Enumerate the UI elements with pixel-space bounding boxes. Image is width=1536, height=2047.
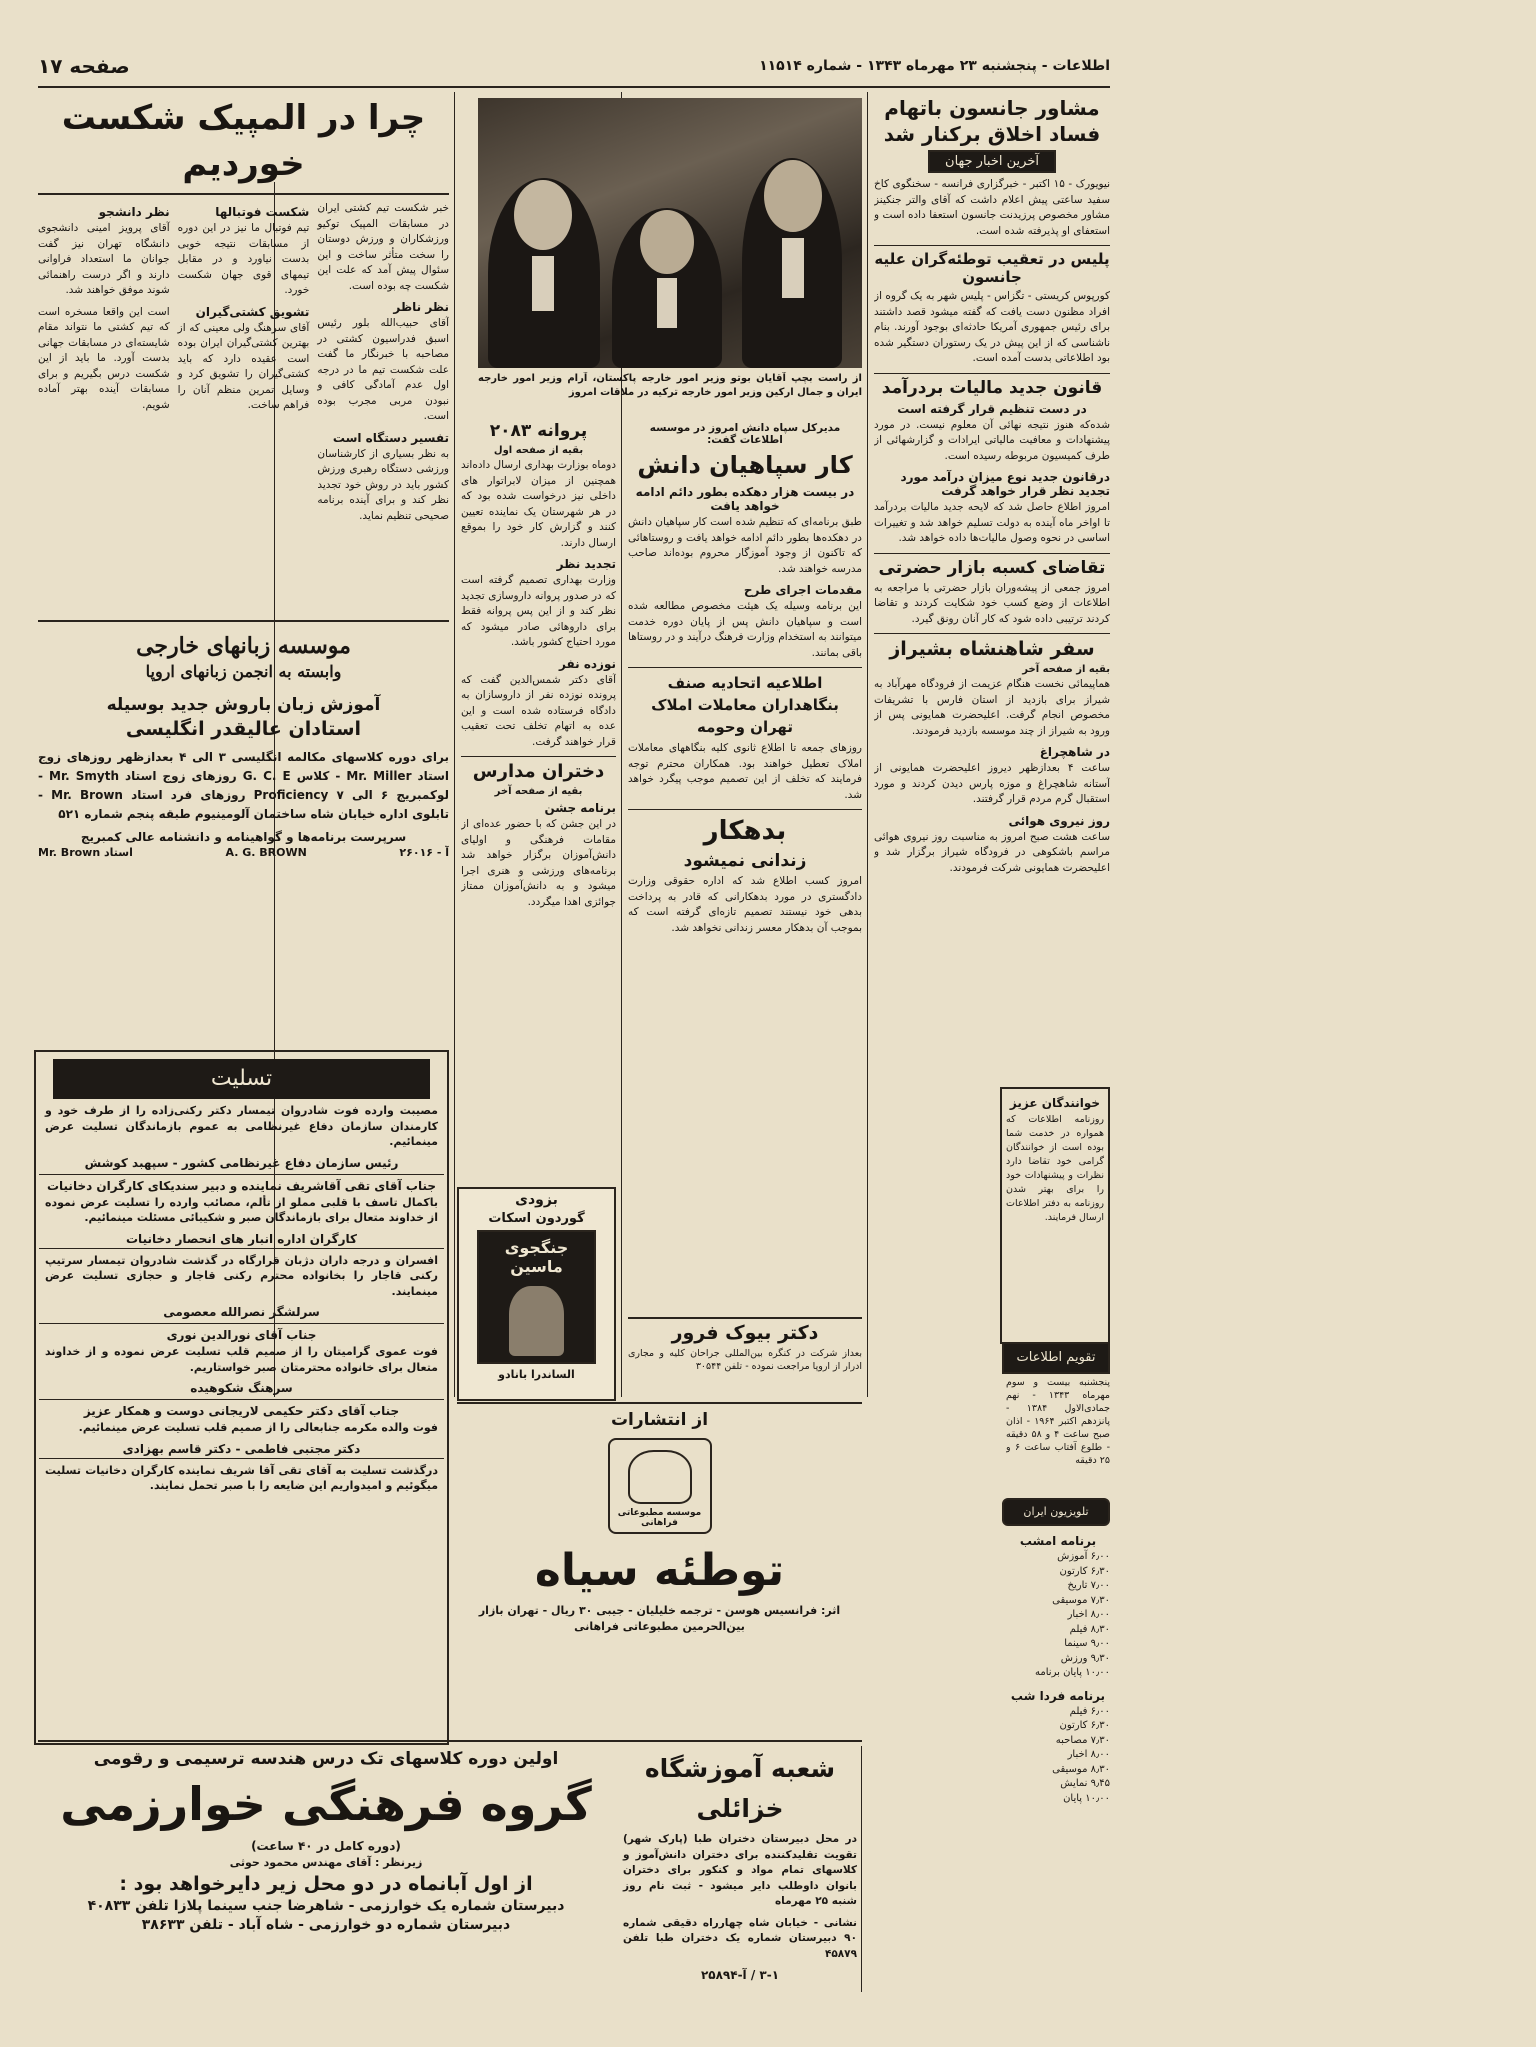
readers-box bbox=[1000, 1087, 1110, 1344]
tv-program-item: ۷٫۳۰ موسیقی bbox=[1052, 1594, 1110, 1606]
story-olympics: خبر شکست تیم کشتی ایران در مسابقات المپیک توکیو ورزشکاران و ورزش دوستان را سخت متأثر ساخت و این سئوال پیش آمد که علت این شکست چه بوده است. bbox=[317, 202, 449, 292]
tv-program-item: ۶٫۳۰ کارتون bbox=[1059, 1565, 1110, 1577]
condolence-6: درگذشت تسلیت به آقای تقی آقا شریف نماینده کارگران دخانیات تسلیت میگوئیم و امیدواریم این ضایعه را با صبر تحمل نمایند. bbox=[39, 1458, 444, 1494]
story-literacy-corps: طبق برنامه‌ای که تنظیم شده است کار سپاهیان دانش در دهکده‌ها بطور دائم ادامه خواهد یافت و روستاهائی که تاکنون از وجود آموزگار محروم بوده‌اند صاحب مدرسه خواهند شد. bbox=[628, 516, 862, 575]
tv-program-item: ۹٫۰۰ سینما bbox=[1064, 1638, 1110, 1649]
khazaeli-address: نشانی - خیابان شاه چهارراه دقیقی شماره ۹۰ دبیرستان شماره یک دختران طبا تلفن ۴۵۸۷۹ bbox=[623, 1916, 857, 1960]
tv-program-item: ۶٫۰۰ آموزش bbox=[1057, 1551, 1110, 1562]
story-olympics-end: است این واقعا مسخره است که تیم کشتی ما نتواند مقام شایسته‌ای در مسابقات جهانی بدست آورد. ما باید از این شکست درس بگیریم و برای مسابقات آینده بهتر آماده شویم. bbox=[38, 305, 170, 411]
headline-debtor: بدهکار bbox=[628, 809, 862, 848]
tv-program-item: ۹٫۳۰ ورزش bbox=[1060, 1652, 1110, 1664]
kharazmi-start: از اول آبانماه در دو محل زیر دایرخواهد بود : bbox=[119, 1873, 533, 1895]
publisher-logo bbox=[608, 1438, 712, 1534]
story-income-tax: شده‌که هنوز نتیجه نهائی آن معلوم نیست. در مورد پیشنهادات و معافیت مالیاتی ایرادات و گزارشهائی از طرف کمیسیون مربوطه رسیده است. bbox=[874, 418, 1110, 462]
khazaeli-body: در محل دبیرستان دختران طبا (پارک شهر) تقویت تقلیدکننده برای دختران دانش‌آموز و کلاسهای تمام مواد و کنکور برای دختران بانوان داوطلب دایر میشود - ثبت نام روز شنبه ۲۵ مهرماه bbox=[623, 1833, 857, 1907]
comic-hero: الساندرا بانادو bbox=[498, 1368, 575, 1381]
calendar-text: پنجشنبه بیست و سوم مهرماه ۱۳۴۳ - نهم جمادی‌الاول ۱۳۸۴ - پانزدهم اکتبر ۱۹۶۴ - اذان صبح ساعت ۴ و ۵۸ دقیقه - طلوع آفتاب ساعت ۶ و ۲۵ دقیقه bbox=[1006, 1377, 1110, 1466]
subhead-air-force: روز نیروی هوائی bbox=[1008, 813, 1110, 828]
comic-title: جنگجوی ماسین bbox=[504, 1238, 569, 1276]
headline-realtors: اطلاعیه اتحادیه صنف بنگاهداران معاملات املاک تهران وحومه bbox=[628, 667, 862, 738]
tv-program-item: ۱۰٫۰۰ پایان bbox=[1063, 1792, 1110, 1804]
subhead-observer: نظر ناظر bbox=[393, 300, 449, 314]
readers-text: روزنامه اطلاعات که همواره در خدمت شما بوده است از خوانندگان گرامی خود تقاضا دارد نظرات و پیشنهادات خود را برای بهتر شدن روزنامه به دفتر اطلاعات ارسال فرمایند. bbox=[1006, 1114, 1104, 1223]
column-second bbox=[628, 418, 862, 1418]
doctor-text: بعداز شرکت در کنگره بین‌المللی جراحان کلیه و مجاری ادرار از اروپا مراجعت نموده - تلفن ۳۰۵۴۴ bbox=[628, 1348, 862, 1372]
headline-johnson-adviser: مشاور جانسون باتهام فساد اخلاق برکنار شد bbox=[883, 96, 1101, 146]
story-tax-review: امروز اطلاع حاصل شد که لایحه جدید مالیات بردرآمد تا اواخر ماه آینده به دولت تسلیم خواهد شد و تغییرات اساسی در نحوه وصول مالیات‌ها داده خواهد شد. bbox=[874, 501, 1110, 544]
story-interpretation: به نظر بسیاری از کارشناسان ورزشی دستگاه رهبری ورزش کشور باید در روش خود تجدید نظر کند و برای آینده برنامه صحیحی تنظیم نماید. bbox=[317, 447, 449, 522]
publisher-logo-text: موسسه مطبوعاتی فراهانی bbox=[617, 1508, 702, 1528]
condolence-1: مصیبت وارده فوت شادروان تیمسار دکتر رکنی‌زاده را از طرف خود و کارمندان سازمان دفاع غیرنظامی به عموم بازماندگان تسلیت عرض مینمائیم. bbox=[45, 1104, 438, 1148]
story-encourage: آقای سرهنگ ولی معینی که از بهترین کشتی‌گیران ایران بوده است عقیده دارد که باید کشتی‌گیران را تشویق کرد و وسایل تمرین منظم آنان را فراهم ساخت. bbox=[177, 321, 310, 411]
tv-program-item: ۸٫۳۰ موسیقی bbox=[1052, 1763, 1110, 1775]
story-review: وزارت بهداری تصمیم گرفته است که در صدور پروانه داروسازی تجدید نظر کند و از این پس پروانه فقط برای داروهائی صادر میشود که مورد احتیاج کشور باشد. bbox=[461, 574, 616, 648]
headline-license: پروانه ۲۰۸۳ bbox=[489, 421, 588, 441]
story-air-force: ساعت هشت صبح امروز به مناسبت روز نیروی هوائی مراسم باشکوهی در فرودگاه شیراز برگزار شد و اعلیحضرت همایونی شرکت فرمودند. bbox=[874, 830, 1110, 874]
subhead-shahcheragh: در شاهچراغ bbox=[1039, 745, 1110, 759]
language-school-name: موسسه زبانهای خارجی bbox=[136, 633, 351, 659]
tv-program-item: ۷٫۳۰ مصاحبه bbox=[1055, 1734, 1110, 1746]
story-police: کورپوس کریستی - تگزاس - پلیس شهر به یک گروه از افراد مظنون دست یافت که گفته میشود قصد داشتند برای رئیس جمهوری آمریکا حادثه‌ای بوجود آورند. بنام ناشناسی که از این پیش در یک رستوران دستگیر شده بود اطلاعاتی بدست آمده است. bbox=[874, 290, 1110, 364]
condolence-4-head: جناب آقای نورالدین نوری bbox=[39, 1323, 444, 1342]
kharazmi-duration: (دوره کامل در ۴۰ ساعت) bbox=[251, 1839, 401, 1853]
language-school-name-latin: A. G. BROWN bbox=[225, 846, 307, 859]
comic-publisher: گوردون اسکات bbox=[488, 1211, 585, 1226]
subhead-nineteen: نوزده نفر bbox=[559, 656, 616, 671]
kharazmi-top: اولین دوره کلاسهای تک درس هندسه ترسیمی و رقومی bbox=[93, 1749, 559, 1769]
headline-bazaar: تقاضای کسبه بازار حضرتی bbox=[874, 553, 1110, 578]
subhead-tax-review: درقانون جدید نوع میزان درآمد مورد تجدید نظر قرار خواهد گرفت bbox=[900, 470, 1110, 498]
tv-tonight-list bbox=[1006, 1550, 1110, 1681]
condolence-4: فوت عموی گرامیتان را از صمیم قلب تسلیت عرض نموده و از خداوند متعال برای خانواده محترمتان صبر خواستاریم. bbox=[45, 1345, 438, 1374]
condolences-box bbox=[34, 1050, 449, 1745]
tv-program-item: ۸٫۰۰ اخبار bbox=[1067, 1749, 1110, 1760]
language-school-title2: استادان عالیقدر انگلیسی bbox=[125, 718, 362, 740]
headline-income-tax: قانون جدید مالیات بردرآمد bbox=[874, 373, 1110, 398]
story-football: تیم فوتبال ما نیز در این دوره از مسابقات نتیجه خوبی بدست نیاورد و در مقابل تیمهای قوی جهان شکست خورد. bbox=[177, 222, 310, 296]
publisher-title: از انتشارات bbox=[610, 1410, 709, 1430]
subhead-license: بقیه از صفحه اول bbox=[493, 445, 584, 456]
book-details: اثر: فرانسیس هوسن - ترجمه خلیلیان - جیبی ۳۰ ریال - تهران بازار بین‌الحرمین مطبوعاتی فراهانی bbox=[478, 1604, 841, 1633]
masthead bbox=[38, 52, 1110, 88]
comic-soon: بزودی bbox=[515, 1192, 558, 1208]
condolence-2: باکمال تاسف با قلبی مملو از تألم، مصائب وارده را تسلیت عرض نموده از خداوند متعال برای بازماندگان صبر و شکیبائی مسئلت مینمائیم. bbox=[45, 1195, 438, 1224]
subhead-review: تجدید نظر bbox=[556, 557, 616, 571]
photo-caption: از راست بچپ آقایان بوتو وزیر امور خارجه پاکستان، آرام وزیر امور خارجه ایران و جمال ارکین وزیر امور خارجه ترکیه در ملاقات امروز bbox=[478, 373, 862, 398]
readers-title: خوانندگان عزیز bbox=[1009, 1096, 1101, 1110]
language-school-ad bbox=[38, 620, 449, 1050]
khazaeli-code: ۳-۱ / آ-۲۵۸۹۴ bbox=[700, 1968, 780, 1982]
deck-literacy-corps: در بیست هزار دهکده بطور دائم ادامه خواهد یافت bbox=[635, 485, 855, 513]
condolences-title: تسلیت bbox=[53, 1059, 430, 1099]
newspaper-page bbox=[38, 52, 1110, 1992]
khazaeli-title: شعبه آموزشگاه خزائلی bbox=[644, 1754, 836, 1823]
condolence-3-sign: سرلشگر نصرالله معصومی bbox=[163, 1305, 320, 1319]
kicker-literacy-corps: مدیرکل سپاه دانش امروز در موسسه اطلاعات گفت: bbox=[649, 422, 841, 446]
doctor-name: دکتر بیوک فرور bbox=[671, 1322, 819, 1344]
doctor-ad bbox=[628, 1317, 862, 1394]
headline-school-girls: دختران مدارس bbox=[461, 756, 616, 782]
subhead-football: شکست فوتبالها bbox=[215, 205, 310, 219]
kharazmi-branch-2: دبیرستان شماره دو خوارزمی - شاه آباد - تلفن ۳۸۶۳۳ bbox=[141, 1917, 511, 1933]
story-johnson-adviser: نیویورک - ۱۵ اکتبر - خبرگزاری فرانسه - سخنگوی کاخ سفید ساعتی پیش اعلام داشت که آقای والتر جنکینز مشاور مخصوص پرزیدنت جانسون استعفا داده است و استعفای او پذیرفته شده است. bbox=[874, 178, 1110, 237]
condolence-1-sign: رئیس سازمان دفاع غیرنظامی کشور - سپهبد کوشش bbox=[84, 1155, 399, 1170]
tv-tonight-title: برنامه امشب bbox=[1019, 1534, 1097, 1548]
subhead-school-girls: بقیه از صفحه آخر bbox=[494, 786, 583, 797]
story-plan: این برنامه وسیله یک هیئت مخصوص مطالعه شده است و سپاهیان دانش پس از پایان دوره خدمت میتوانند به استخدام وزارت فرهنگ درآیند و در روستاها باقی بمانند. bbox=[628, 600, 862, 659]
foreign-ministers-photo bbox=[478, 98, 862, 368]
story-bazaar: امروز جمعی از پیشه‌وران بازار حضرتی با مراجعه به اطلاعات از وضع کسب خود شکایت کردند و تقاضا کردند ترتیبی داده شود که کار آنان رونق گیرد. bbox=[874, 581, 1110, 625]
language-school-phone: آ - ۲۶۰۱۶ bbox=[399, 846, 449, 859]
story-debtor: امروز کسب اطلاع شد که اداره حقوقی وزارت دادگستری در مورد بدهکارانی که قادر به پرداخت بدهی خود نیستند تصمیم تازه‌ای گرفته است که بموجب آن بدهکار معسر زندانی نخواهد شد. bbox=[628, 875, 862, 934]
subhead-income-tax: در دست تنظیم قرار گرفته است bbox=[897, 401, 1087, 416]
headline-shah-shiraz: سفر شاهنشاه بشیراز bbox=[874, 633, 1110, 660]
tv-program-item: ۱۰٫۰۰ پایان برنامه bbox=[1035, 1667, 1110, 1678]
calendar-box: تقویم اطلاعات bbox=[1002, 1342, 1110, 1374]
story-nineteen: آقای دکتر شمس‌الدین گفت که پرونده نوزده نفر از داروسازان به دادگاه فرستاده شده است و این عده به اتهام تخلف تحت تعقیب قرار خواهند گرفت. bbox=[461, 673, 616, 748]
subhead-interpretation: تفسیر دستگاه است bbox=[332, 430, 449, 445]
masthead-page-number: صفحه ۱۷ bbox=[38, 54, 130, 78]
khazaeli-school-ad bbox=[619, 1746, 862, 1992]
kharazmi-ad bbox=[38, 1746, 614, 1992]
lion-emblem-icon bbox=[628, 1450, 692, 1504]
book-title: توطئه سیاه bbox=[534, 1545, 785, 1596]
tv-tomorrow-title: برنامه فردا شب bbox=[1010, 1688, 1106, 1703]
column-left bbox=[38, 92, 449, 612]
story-observer: آقای حبیب‌الله بلور رئیس اسبق فدراسیون کشتی در مصاحبه با خبرنگار ما گفت علت شکست تیم ما در درجه اول عدم آمادگی کافی و نبودن مربی مجرب بوده است. bbox=[317, 317, 449, 422]
subhead-celebration: برنامه جشن bbox=[544, 801, 616, 815]
tv-logo: تلویزیون ایران bbox=[1002, 1498, 1110, 1526]
tv-program-item: ۷٫۰۰ تاریخ bbox=[1067, 1580, 1110, 1591]
subhead-encourage: تشویق کشتی‌گیران bbox=[195, 304, 310, 319]
headline-olympics: چرا در المپیک شکست خوردیم bbox=[38, 95, 449, 195]
headline-police: پلیس در تعقیب توطئه‌گران علیه جانسون bbox=[874, 245, 1110, 286]
story-shah-shiraz: هماپیمائی نخست هنگام عزیمت از فرودگاه مهرآباد به شیراز برای بازدید از استان فارس با تشریفات مخصوص انجام گرفت. اعلیحضرت همایونی پس از ورود به شیراز از چند موسسه بازدید فرمودند. bbox=[874, 678, 1110, 737]
condolence-3: افسران و درجه داران دژبان قرارگاه در گذشت شادروان تیمسار سرتیپ رکنی قاجار را بخانواده محترم رکنی قاجار و حجازی تسلیت عرض مینمایند. bbox=[39, 1248, 444, 1300]
subhead-student: نظر دانشجو bbox=[98, 205, 170, 219]
story-realtors: روزهای جمعه تا اطلاع ثانوی کلیه بنگاههای معاملات املاک تعطیل خواهند بود. همکاران محترم توجه فرمایند که تخلف از این تصمیم موجب پیگرد خواهد شد. bbox=[628, 742, 862, 801]
language-school-title: آموزش زبان باروش جدید بوسیله bbox=[106, 695, 381, 715]
subhead-debtor: زندانی نمیشود bbox=[683, 851, 807, 871]
tv-tomorrow-list bbox=[1006, 1705, 1110, 1807]
publisher-ad bbox=[457, 1402, 862, 1704]
condolence-5-sign: دکتر مجتبی فاطمی - دکتر قاسم بهزادی bbox=[122, 1441, 361, 1456]
subhead-shah-shiraz: بقیه از صفحه آخر bbox=[1022, 664, 1110, 675]
tv-program-item: ۶٫۳۰ کارتون bbox=[1059, 1720, 1110, 1731]
condolence-5: فوت والده مکرمه جنابعالی را از صمیم قلب تسلیت عرض مینمائیم. bbox=[78, 1421, 438, 1434]
comic-cover bbox=[477, 1230, 596, 1364]
tv-schedule bbox=[1006, 1530, 1110, 1910]
language-school-sign: سرپرست برنامه‌ها و گواهینامه و دانشنامه عالی کمبریج bbox=[80, 830, 407, 844]
headline-literacy-corps: کار سپاهیان دانش bbox=[637, 451, 853, 479]
kharazmi-title: گروه فرهنگی خوارزمی bbox=[60, 1777, 592, 1831]
tv-program-item: ۶٫۰۰ فیلم bbox=[1069, 1705, 1110, 1717]
condolence-4-sign: سرهنگ شکوهیده bbox=[190, 1381, 293, 1395]
condolence-5-head: جناب آقای دکتر حکیمی لاریجانی دوست و همکار عزیز bbox=[39, 1399, 444, 1418]
comic-ad bbox=[457, 1187, 616, 1401]
story-student: آقای پرویز امینی دانشجوی دانشگاه تهران نیز گفت جوانان ما استعداد فراوانی دارند و اگر درست راهنمائی شوند موفق خواهند شد. bbox=[38, 222, 170, 296]
story-celebration: در این جشن که با حضور عده‌ای از مقامات فرهنگی و اولیای دانش‌آموزان برگزار خواهد شد برنامه‌های ورزشی و هنری اجرا میشود و به دانش‌آموزان ممتاز جوائزی اهدا میگردد. bbox=[461, 818, 616, 908]
kharazmi-supervisor: زیرنظر : آقای مهندس محمود حوثی bbox=[229, 1856, 423, 1869]
world-news-badge: آخرین اخبار جهان bbox=[928, 150, 1056, 173]
kharazmi-branch-1: دبیرستان شماره یک خوارزمی - شاهرضا جنب سینما پلازا تلفن ۴۰۸۳۳ bbox=[87, 1898, 565, 1914]
comic-figure bbox=[509, 1286, 564, 1356]
tv-program-item: ۸٫۳۰ فیلم bbox=[1069, 1623, 1110, 1635]
masthead-issue: اطلاعات - پنجشنبه ۲۳ مهرماه ۱۳۴۳ - شماره ۱۱۵۱۴ bbox=[759, 58, 1110, 74]
language-school-body: برای دوره کلاسهای مکالمه انگلیسی ۳ الی ۴ بعدازظهر روزهای زوج استاد Mr. Miller - کلاس G. C. E روزهای زوج استاد Mr. Smyth - لوکمبریج ۶ الی ۷ Proficiency روزهای فرد استاد Mr. Brown - تابلوی اداره خیابان شاه ساختمان آلومینیوم طبقه پنجم شماره ۵۲۱ bbox=[38, 750, 449, 821]
story-shahcheragh: ساعت ۴ بعدازظهر دیروز اعلیحضرت همایونی از آستانه شاهچراغ و موزه پارس دیدن کردند و مورد استقبال گرم مردم قرار گرفتند. bbox=[874, 762, 1110, 805]
tv-program-item: ۹٫۴۵ نمایش bbox=[1060, 1778, 1110, 1789]
tv-program-item: ۸٫۰۰ اخبار bbox=[1067, 1609, 1110, 1620]
column-third bbox=[461, 418, 616, 1178]
condolence-2-head: جناب آقای تقی آقاشریف نماینده و دبیر سندیکای کارگران دخانیات bbox=[39, 1174, 444, 1193]
story-license: دوماه بوزارت بهداری ارسال داده‌اند همچنین از میزان لابراتوار های داخلی نیز درخواست شده بود که در هر شهرستان یک نماینده تعیین کنند و گزارش کار خود را بموقع ارسال دارند. bbox=[461, 459, 616, 549]
language-school-teacher: استاد Mr. Brown bbox=[38, 846, 133, 859]
subhead-plan: مقدمات اجرای طرح bbox=[743, 583, 862, 597]
condolence-2-sign: کارگران اداره انبار های انحصار دخانیات bbox=[126, 1231, 357, 1246]
language-school-affiliation: وابسته به انجمن زبانهای اروپا bbox=[145, 662, 342, 681]
